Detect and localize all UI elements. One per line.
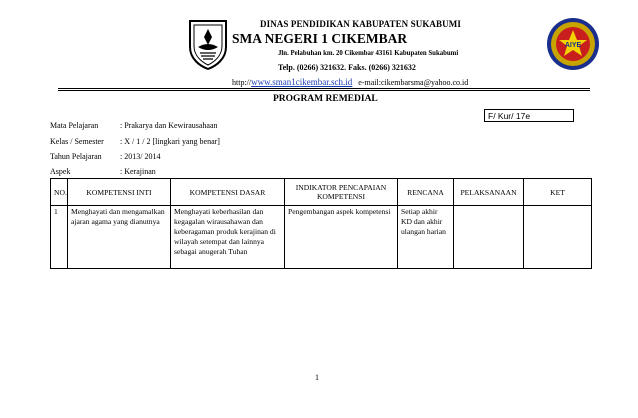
- school-contact: [232, 77, 468, 87]
- website-link[interactable]: www.sman1cikembar.sch.id: [251, 77, 353, 87]
- form-code-box: F/ Kur/ 17e: [484, 109, 574, 122]
- info-value-subject: : Prakarya dan Kewirausahaan: [120, 121, 218, 130]
- cell-pelaksanaan: [454, 206, 524, 269]
- cell-kd: Menghayati keberhasilan dan kegagalan wirausahawan dan keberagaman produk kerajinan di wilayah setempat dan lainnya sebagai anugerah Tuhan: [171, 206, 285, 269]
- info-value-class: : X / 1 / 2 [lingkari yang benar]: [120, 137, 220, 146]
- document-title: PROGRAM REMEDIAL: [273, 94, 378, 104]
- table-row: [51, 206, 592, 269]
- sukabumi-emblem-logo: [186, 17, 230, 70]
- header-rule: [58, 88, 590, 89]
- cell-no: 1: [51, 206, 68, 269]
- page-number: 1: [315, 373, 319, 382]
- info-value-year: : 2013/ 2014: [120, 152, 161, 161]
- table-header-row: [51, 179, 592, 206]
- col-header-pelaksanaan: PELAKSANAAN: [454, 179, 524, 206]
- remedial-table: [50, 178, 592, 269]
- info-label-year: Tahun Pelajaran: [50, 152, 102, 161]
- header-rule-double: [58, 90, 590, 91]
- school-emblem-text: AIYE: [564, 42, 582, 49]
- col-header-ki: KOMPETENSI INTI: [68, 179, 171, 206]
- cell-indikator: Pengembangan aspek kompetensi: [285, 206, 398, 269]
- cell-ki: Menghayati dan mengamalkan ajaran agama yang dianutnya: [68, 206, 171, 269]
- col-header-no: NO.: [51, 179, 68, 206]
- cell-ket: [524, 206, 592, 269]
- info-label-aspect: Aspek: [50, 167, 71, 176]
- school-address: Jln. Pelabuhan km. 20 Cikembar 43161 Kabupaten Sukabumi: [278, 50, 459, 57]
- school-name: SMA NEGERI 1 CIKEMBAR: [232, 31, 408, 46]
- school-emblem-logo: [546, 16, 600, 72]
- cell-rencana: Setiap akhir KD dan akhir ulangan harian: [398, 206, 454, 269]
- col-header-kd: KOMPETENSI DASAR: [171, 179, 285, 206]
- info-label-class: Kelas / Semester: [50, 137, 104, 146]
- school-phone: Telp. (0266) 321632. Faks. (0266) 321632: [278, 63, 416, 72]
- col-header-rencana: RENCANA: [398, 179, 454, 206]
- info-value-aspect: : Kerajinan: [120, 167, 156, 176]
- col-header-ket: KET: [524, 179, 592, 206]
- info-label-subject: Mata Pelajaran: [50, 121, 99, 130]
- web-prefix: http://: [232, 78, 252, 87]
- col-header-indikator: INDIKATOR PENCAPAIAN KOMPETENSI: [285, 179, 398, 206]
- agency-name: DINAS PENDIDIKAN KABUPATEN SUKABUMI: [260, 19, 461, 29]
- email-address: e-mail:cikembarsma@yahoo.co.id: [358, 78, 469, 87]
